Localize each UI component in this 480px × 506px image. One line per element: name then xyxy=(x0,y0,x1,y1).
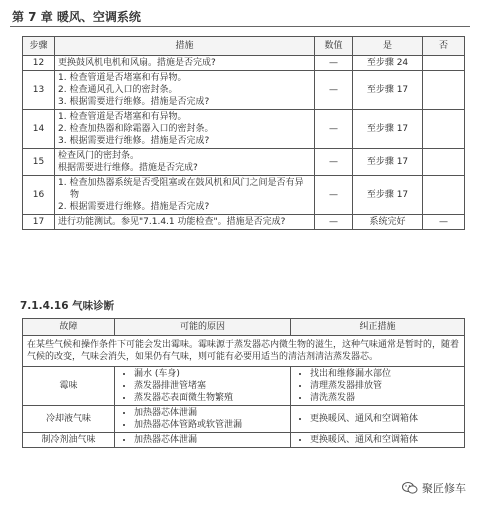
cause-item: • 蒸发器芯表面微生物繁殖 xyxy=(134,392,287,404)
step-number: 16 xyxy=(23,176,55,215)
step-value: — xyxy=(315,215,353,230)
diag-row xyxy=(23,406,465,433)
watermark xyxy=(402,480,466,496)
step-number: 14 xyxy=(23,110,55,149)
step-row xyxy=(23,176,465,215)
step-value: — xyxy=(315,56,353,71)
step-row xyxy=(23,110,465,149)
step-number: 12 xyxy=(23,56,55,71)
col-step: 步骤 xyxy=(23,37,55,56)
col-no: 否 xyxy=(423,37,465,56)
fix-list xyxy=(294,368,461,404)
diag-causes xyxy=(115,406,291,433)
step-action-line: 2. 根据需要进行维修。措施是否完成? xyxy=(58,202,210,212)
step-value: — xyxy=(315,71,353,110)
step-no xyxy=(423,56,465,71)
step-action xyxy=(55,149,315,176)
step-action-line: 更换鼓风机电机和风扇。措施是否完成? xyxy=(58,58,216,68)
col-value: 数值 xyxy=(315,37,353,56)
step-no: — xyxy=(423,215,465,230)
step-action xyxy=(55,71,315,110)
step-action-line: 进行功能测试。参见"7.1.4.1 功能检查"。措施是否完成? xyxy=(58,217,286,227)
step-row xyxy=(23,56,465,71)
step-action-line: 检查风门的密封条。 xyxy=(58,151,140,161)
step-action-line: 2. 检查加热器和除霜器入口的密封条。 xyxy=(58,124,214,134)
step-action-line: 1. 检查加热器系统是否受阻塞或在鼓风机和风门之间是否有异物 xyxy=(58,178,304,200)
step-yes: 至步骤 17 xyxy=(353,176,423,215)
diag-note-row xyxy=(23,336,465,367)
diag-fixes xyxy=(291,433,465,448)
cause-item: • 加热器芯体泄漏 xyxy=(134,434,287,446)
step-number: 13 xyxy=(23,71,55,110)
step-action-lines xyxy=(58,72,311,108)
fix-item: • 清理蒸发器排放管 xyxy=(310,380,461,392)
fix-list xyxy=(294,413,461,425)
fix-item: • 找出和维修漏水部位 xyxy=(310,368,461,380)
diag-header-row xyxy=(23,319,465,336)
step-action-line: 3. 根据需要进行维修。措施是否完成? xyxy=(58,97,210,107)
col-action: 措施 xyxy=(55,37,315,56)
step-no xyxy=(423,176,465,215)
step-no xyxy=(423,110,465,149)
step-action xyxy=(55,110,315,149)
cause-list xyxy=(118,434,287,446)
col-cause: 可能的原因 xyxy=(115,319,291,336)
fix-list xyxy=(294,434,461,446)
step-row xyxy=(23,215,465,230)
step-action-lines xyxy=(58,111,311,147)
odor-diagnosis-table xyxy=(22,318,465,448)
step-action-line: 2. 检查通风孔入口的密封条。 xyxy=(58,85,178,95)
wechat-icon xyxy=(402,481,418,495)
step-value: — xyxy=(315,149,353,176)
steps-header-row xyxy=(23,37,465,56)
step-yes: 至步骤 17 xyxy=(353,149,423,176)
col-fault: 故障 xyxy=(23,319,115,336)
step-action-lines xyxy=(58,57,311,69)
fix-item: • 更换暖风、通风和空调箱体 xyxy=(310,434,461,446)
fix-item: • 清洗蒸发器 xyxy=(310,392,461,404)
step-action-line: 1. 检查管道是否堵塞和有异物。 xyxy=(58,73,187,83)
col-yes: 是 xyxy=(353,37,423,56)
step-action-lines xyxy=(58,150,311,174)
step-yes: 系统完好 xyxy=(353,215,423,230)
cause-item: • 漏水 (车身) xyxy=(134,368,287,380)
step-no xyxy=(423,71,465,110)
step-action-line: 3. 根据需要进行维修。措施是否完成? xyxy=(58,136,210,146)
step-action-lines xyxy=(58,216,311,228)
step-action xyxy=(55,176,315,215)
step-number: 17 xyxy=(23,215,55,230)
step-value: — xyxy=(315,110,353,149)
step-row xyxy=(23,149,465,176)
step-action xyxy=(55,56,315,71)
step-value: — xyxy=(315,176,353,215)
step-yes: 至步骤 17 xyxy=(353,71,423,110)
diag-symptom: 冷却液气味 xyxy=(23,406,115,433)
diag-symptom: 制冷剂油气味 xyxy=(23,433,115,448)
step-number: 15 xyxy=(23,149,55,176)
cause-item: • 加热器芯体管路或软管泄漏 xyxy=(134,419,287,431)
diag-causes xyxy=(115,433,291,448)
header-divider xyxy=(10,26,470,27)
step-row xyxy=(23,71,465,110)
step-yes: 至步骤 17 xyxy=(353,110,423,149)
step-yes: 至步骤 24 xyxy=(353,56,423,71)
diag-fixes xyxy=(291,406,465,433)
diag-fixes xyxy=(291,367,465,406)
col-fix: 纠正措施 xyxy=(291,319,465,336)
cause-item: • 加热器芯体泄漏 xyxy=(134,407,287,419)
fix-item: • 更换暖风、通风和空调箱体 xyxy=(310,413,461,425)
step-action-lines xyxy=(58,177,311,213)
diag-symptom: 霉味 xyxy=(23,367,115,406)
diag-row xyxy=(23,433,465,448)
cause-list xyxy=(118,368,287,404)
step-action-line: 根据需要进行维修。措施是否完成? xyxy=(58,163,198,173)
step-no xyxy=(423,149,465,176)
chapter-title: 第 7 章 暖风、空调系统 xyxy=(12,10,141,24)
cause-item: • 蒸发器排泄管堵塞 xyxy=(134,380,287,392)
step-action xyxy=(55,215,315,230)
cause-list xyxy=(118,407,287,431)
diag-note: 在某些气候和操作条件下可能会发出霉味。霉味源于蒸发器芯内微生物的滋生，这种气味通常是暂时的，随着气候的改变，气味会消失，如果仍有气味，则可能有必要用适当的清洁剂清洁蒸发器芯。 xyxy=(23,336,465,367)
watermark-text: 聚匠修车 xyxy=(422,482,466,495)
steps-table xyxy=(22,36,465,230)
section-title: 7.1.4.16 气味诊断 xyxy=(20,300,115,312)
diag-row xyxy=(23,367,465,406)
step-action-line: 1. 检查管道是否堵塞和有异物。 xyxy=(58,112,187,122)
diag-causes xyxy=(115,367,291,406)
